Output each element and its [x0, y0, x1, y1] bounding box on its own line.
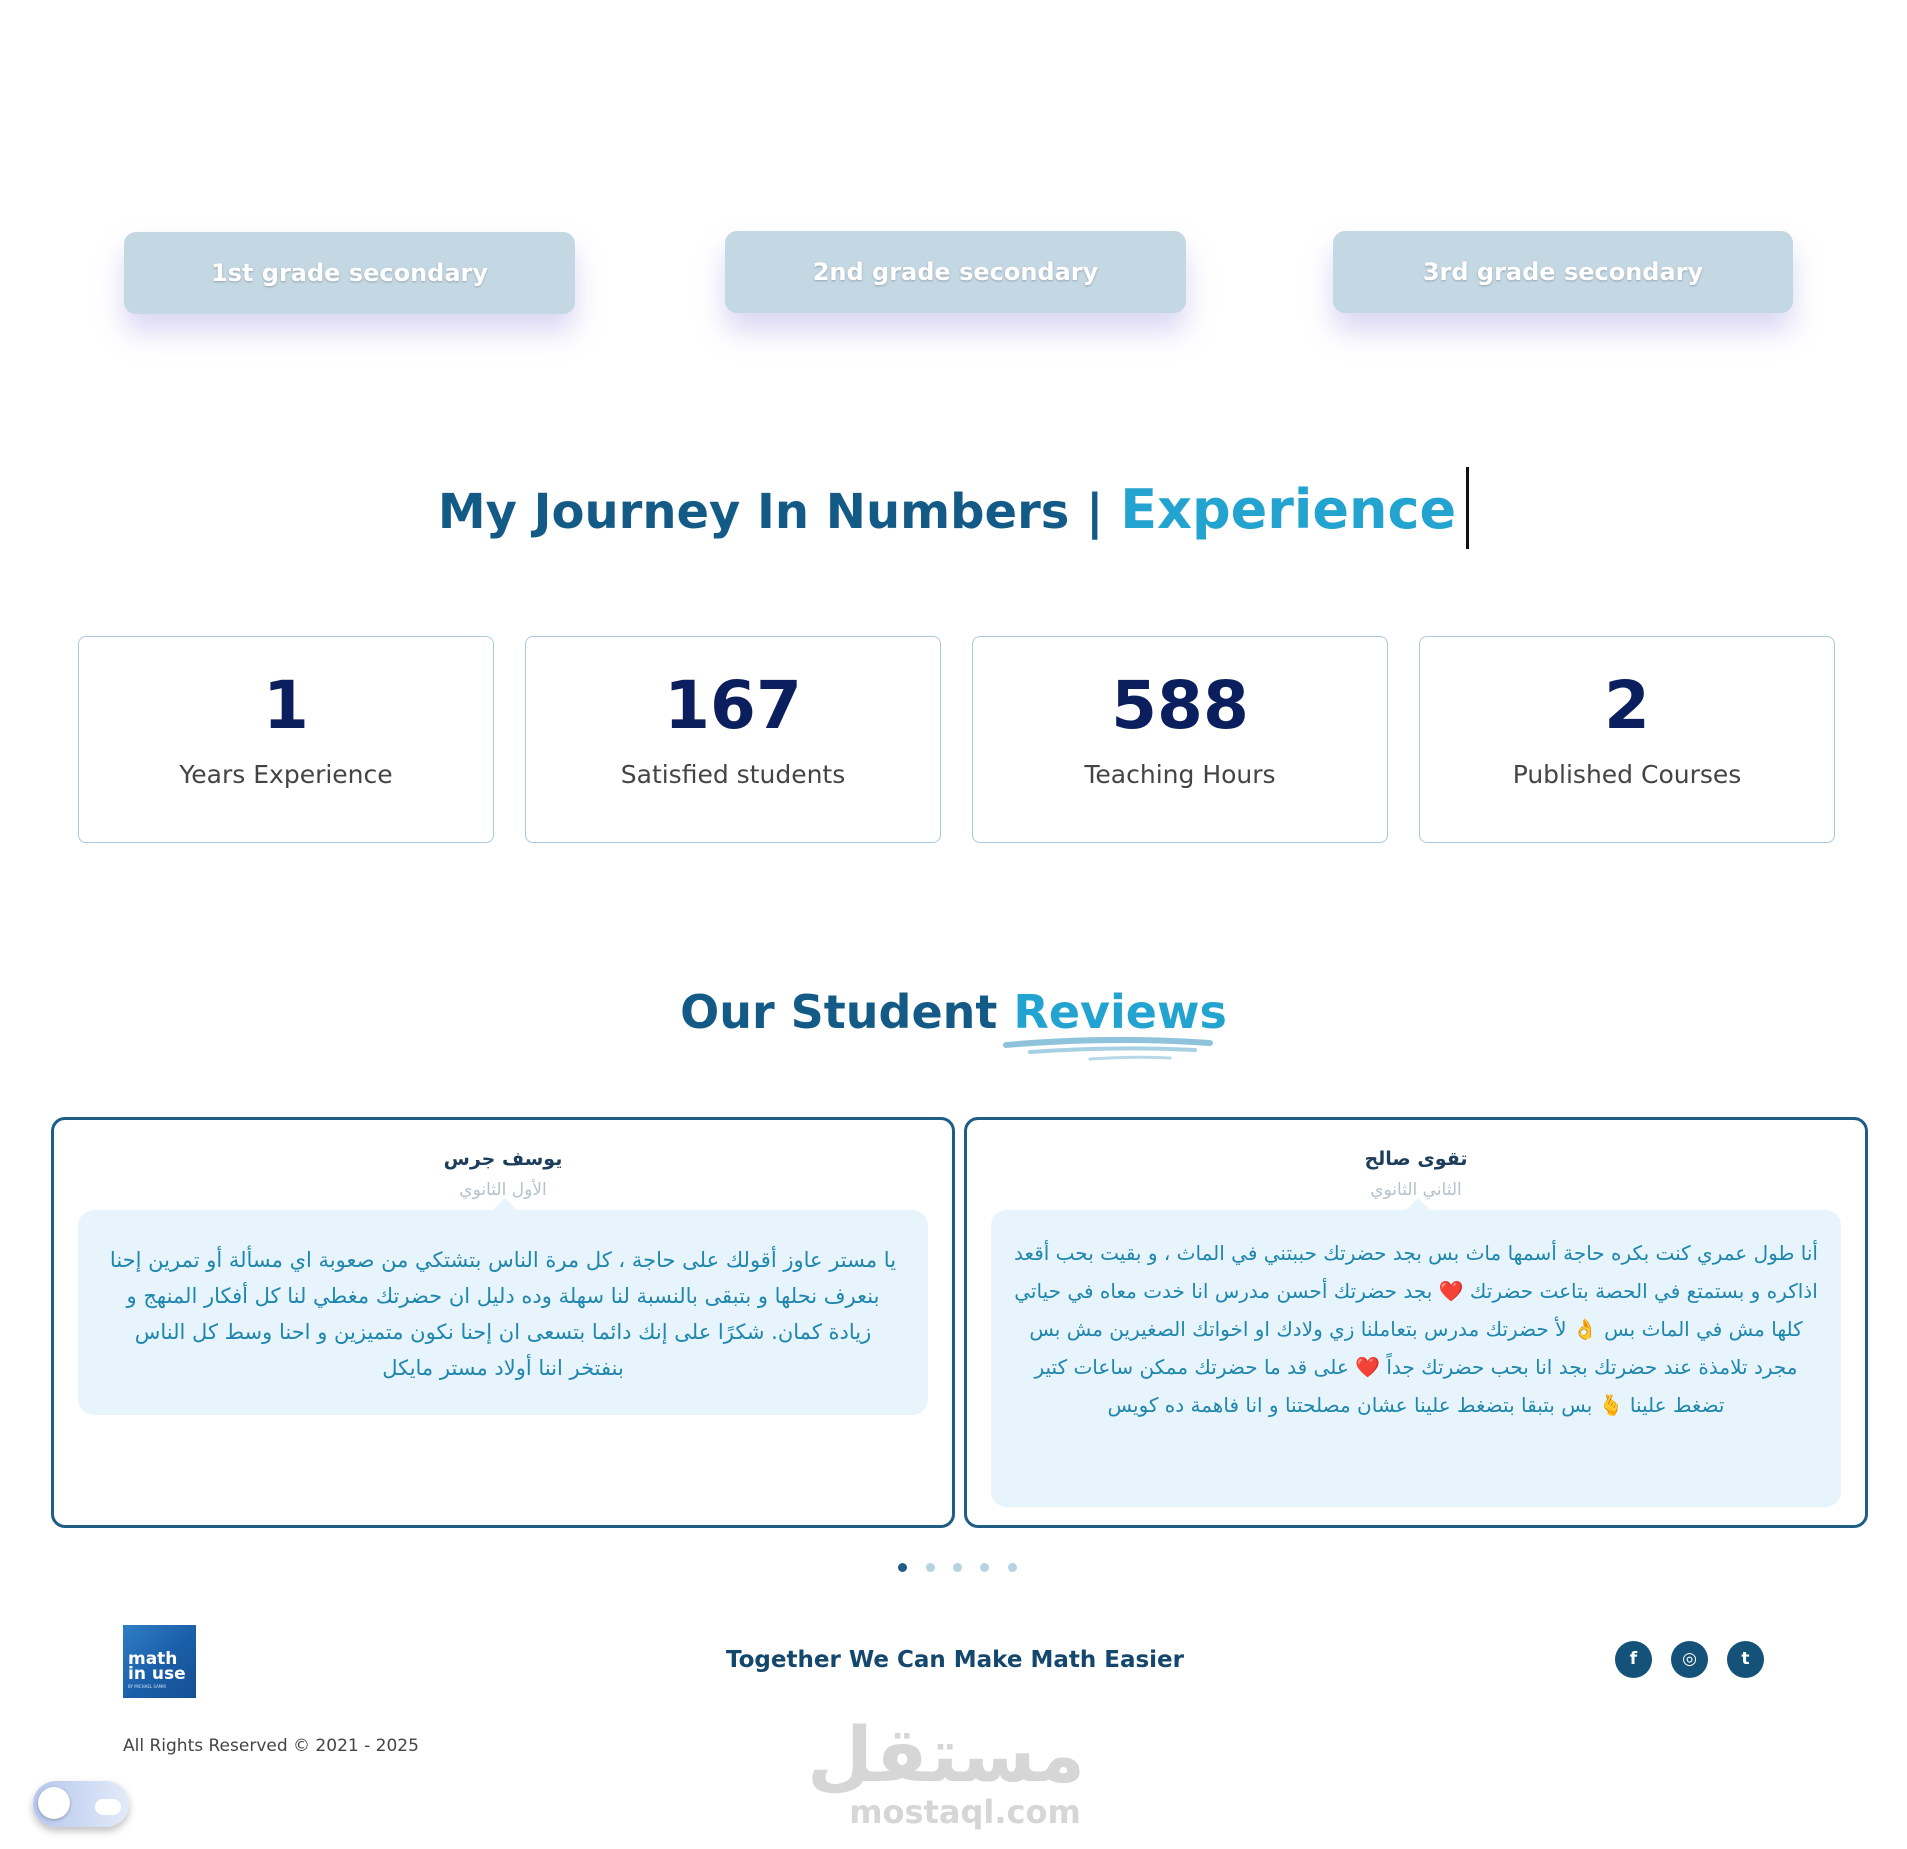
instagram-icon[interactable]: ◎: [1671, 1641, 1708, 1678]
reviews-title: [0, 985, 1907, 1039]
stat-published-courses: [1419, 636, 1835, 843]
logo-subtext: BY MICHAEL SAMIR: [128, 1684, 167, 1689]
stat-label: Teaching Hours: [1084, 760, 1276, 789]
cloud-icon: [95, 1799, 121, 1815]
carousel-dot-5[interactable]: [1008, 1563, 1017, 1572]
carousel-dot-1[interactable]: [898, 1563, 907, 1572]
review-text: يا مستر عاوز أقولك على حاجة ، كل مرة الناس بتشتكي من صعوبة اي مسألة أو تمرين إحنا بنعرف نحلها و بتبقى بالنسبة لنا سهلة وده دليل ان حضرتك مغطي لنا كل أفكار المنهج و زيادة كمان. شكرًا على إنك دائما بتسعى ان إحنا نكون متميزين و احنا وسط كل الناس بنفتخر اننا أولاد مستر مايكل: [78, 1210, 928, 1415]
tumblr-icon[interactable]: t: [1727, 1641, 1764, 1678]
stat-value: 167: [664, 667, 802, 744]
stat-label: Years Experience: [179, 760, 393, 789]
stat-value: 2: [1604, 667, 1650, 744]
stat-satisfied-students: [525, 636, 941, 843]
stat-value: 1: [263, 667, 309, 744]
grade-1-button[interactable]: 1st grade secondary: [124, 232, 575, 314]
footer-tagline: Together We Can Make Math Easier: [726, 1647, 1184, 1673]
stat-value: 588: [1111, 667, 1249, 744]
copyright-text: All Rights Reserved © 2021 - 2025: [123, 1736, 419, 1756]
site-logo[interactable]: [123, 1625, 196, 1698]
grade-2-button[interactable]: 2nd grade secondary: [725, 231, 1186, 313]
theme-toggle[interactable]: [33, 1781, 129, 1827]
reviews-title-accent: Reviews: [1013, 985, 1227, 1039]
logo-text: math in use: [128, 1649, 186, 1684]
journey-title-accent: Experience: [1120, 478, 1457, 541]
review-text: أنا طول عمري كنت بكره حاجة أسمها ماث بس بجد حضرتك حببتني في الماث ، و بقيت بحب أقعد اذاكره و بستمتع في الحصة بتاعت حضرتك ❤️ بجد حضرتك أحسن مدرس انا خدت معاه في حياتي كلها مش في الماث بس 👌 لأ حضرتك مدرس بتعاملنا زي ولادك او اخواتك الصغيرين مش بس مجرد تلامذة عند حضرتك بجد انا بحب حضرتك جداً ❤️ على قد ما حضرتك ممكن ساعات كتير تضغط علينا 🫰 بس بتبقا بتضغط علينا عشان مصلحتنا و انا فاهمة ده كويس: [991, 1210, 1841, 1507]
mostaql-watermark: [807, 1710, 1085, 1831]
review-card: [51, 1117, 955, 1528]
journey-title: [0, 478, 1907, 549]
stat-years-experience: [78, 636, 494, 843]
reviewer-name: يوسف جرس: [443, 1148, 563, 1170]
text-cursor: [1466, 467, 1469, 549]
carousel-dot-2[interactable]: [926, 1563, 935, 1572]
reviewer-grade: الأول الثانوي: [459, 1180, 547, 1200]
stat-teaching-hours: [972, 636, 1388, 843]
carousel-dot-4[interactable]: [980, 1563, 989, 1572]
watermark-latin: mostaql.com: [849, 1793, 1081, 1831]
grade-3-button[interactable]: 3rd grade secondary: [1333, 231, 1793, 313]
reviews-title-main: Our Student: [680, 985, 998, 1039]
reviewer-name: تقوى صالح: [1364, 1148, 1468, 1170]
toggle-knob: [38, 1787, 70, 1819]
journey-title-main: My Journey In Numbers |: [437, 484, 1104, 540]
watermark-arabic: مستقل: [807, 1710, 1085, 1799]
facebook-icon[interactable]: f: [1615, 1641, 1652, 1678]
title-underline-brush: [1000, 1035, 1215, 1065]
reviewer-grade: الثاني الثانوي: [1370, 1180, 1462, 1200]
stat-label: Satisfied students: [620, 760, 846, 789]
review-card: [964, 1117, 1868, 1528]
carousel-dot-3[interactable]: [953, 1563, 962, 1572]
stat-label: Published Courses: [1512, 760, 1742, 789]
